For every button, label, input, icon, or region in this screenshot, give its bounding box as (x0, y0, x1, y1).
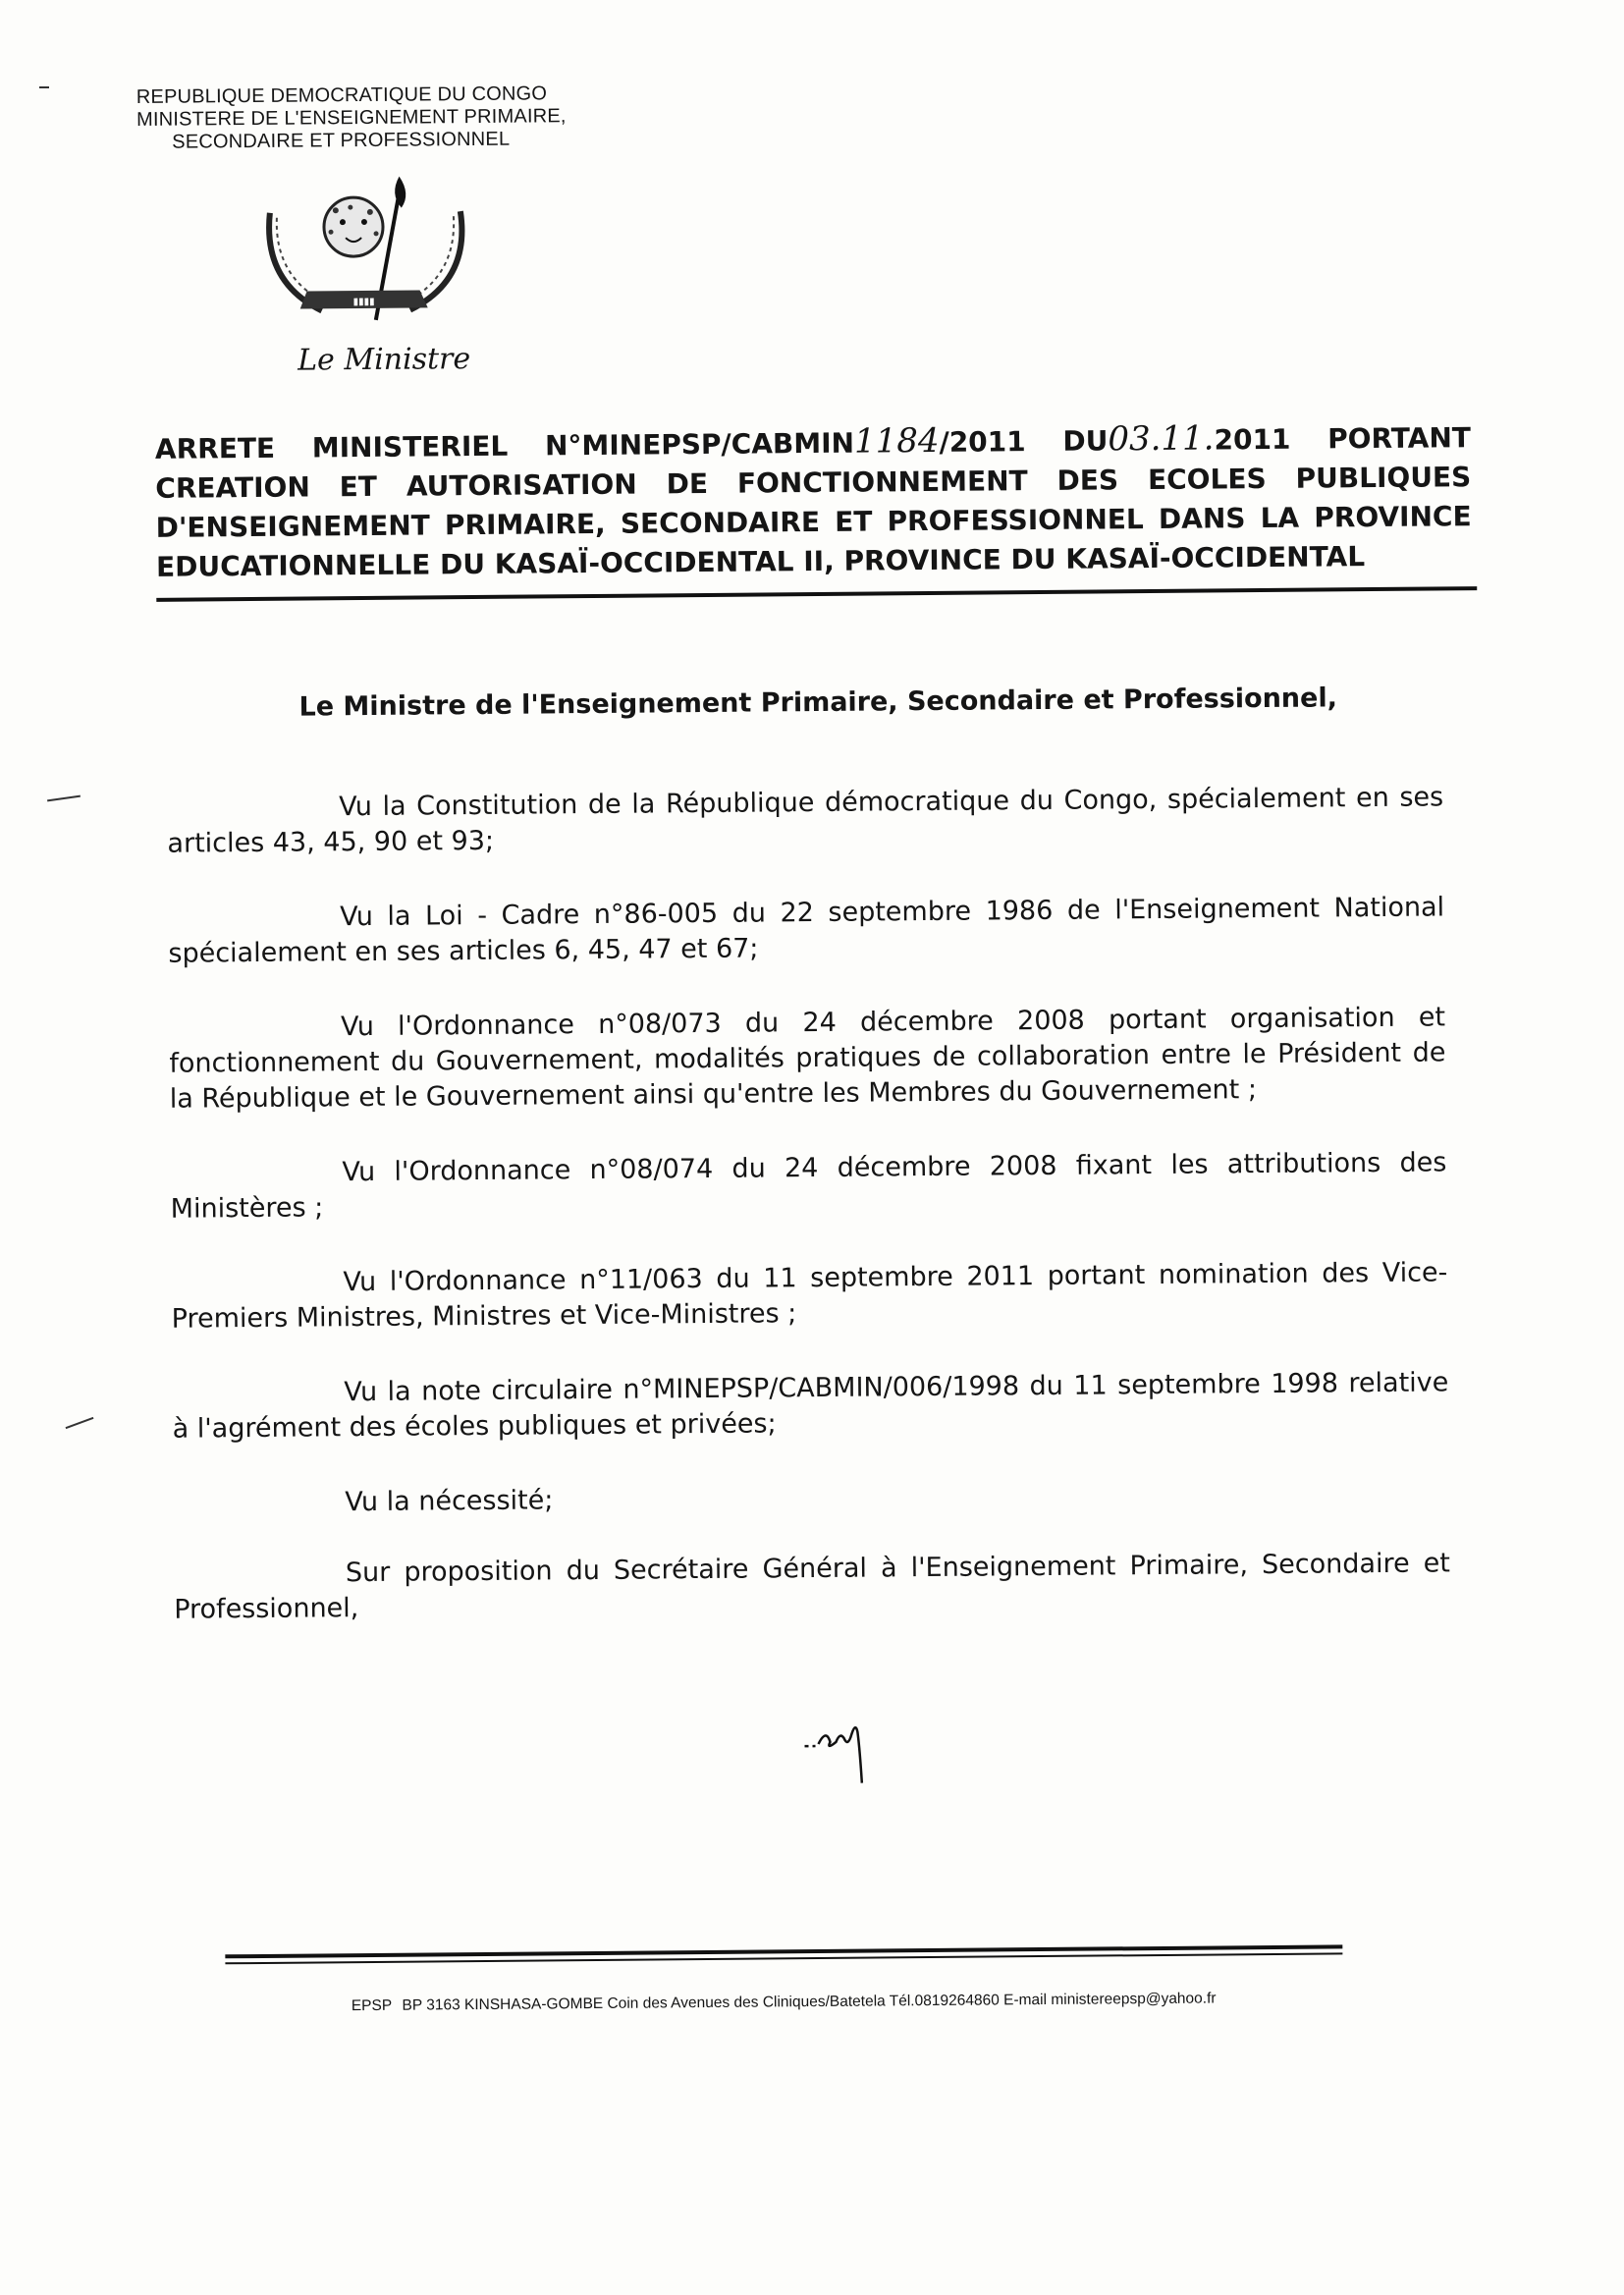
preamble-paragraph: Vu la Constitution de la République démocratique du Congo, spécialement en ses articles 43, 45, 90 et 93; (167, 782, 1444, 859)
svg-text:▮▮▮▮: ▮▮▮▮ (352, 296, 375, 308)
footer-contact: BP 3163 KINSHASA-GOMBE Coin des Avenues des Cliniques/Batetela Tél.0819264860 E-mail ministereepsp@yahoo.fr (402, 1990, 1217, 2014)
preamble-paragraph: Vu l'Ordonnance n°08/074 du 24 décembre 2008 fixant les attributions des Ministères ; (170, 1147, 1447, 1225)
preamble-paragraph: Vu la note circulaire n°MINEPSP/CABMIN/006/1998 du 11 septembre 1998 relative à l'agrément des écoles publiques et privées; (172, 1367, 1449, 1445)
letterhead (136, 82, 687, 154)
preamble-paragraph: Sur proposition du Secrétaire Général à l'Enseignement Primaire, Secondaire et Professionnel, (174, 1548, 1451, 1625)
decree-title-year: /2011 DU (939, 424, 1109, 459)
minister-signature-title: Le Ministre (298, 342, 471, 378)
preamble-paragraph: Vu l'Ordonnance n°11/063 du 11 septembre 2011 portant nomination des Vice-Premiers Ministres, Ministres et Vice-Ministres ; (171, 1257, 1448, 1335)
handwritten-initials (800, 1708, 890, 1787)
preamble-paragraph: Vu l'Ordonnance n°08/073 du 24 décembre 2008 portant organisation et fonctionnement du Gouvernement, modalités pratiques de collaboration entre le Président de la République et le Gouvernement ainsi qu'entre les Membres du Gouvernement ; (169, 1002, 1446, 1115)
preamble-paragraph: Vu la Loi - Cadre n°86-005 du 22 septembre 1986 de l'Enseignement National spécialement en ses articles 6, 45, 47 et 67; (168, 892, 1445, 969)
decree-title-portant: 2011 PORTANT (1214, 421, 1472, 457)
letterhead-ministry-cont: SECONDAIRE ET PROFESSIONNEL (172, 128, 511, 153)
scan-mark (39, 86, 49, 88)
decree-title-prefix: ARRETE MINISTERIEL N°MINEPSP/CABMIN (154, 426, 855, 465)
decree-title-line-3: D'ENSEIGNEMENT PRIMAIRE, SECONDAIRE ET PROFESSIONNEL DANS LA PROVINCE (155, 500, 1472, 544)
footer-divider (225, 1944, 1342, 1964)
letterhead-country: REPUBLIQUE DEMOCRATIQUE DU CONGO (135, 82, 548, 109)
handwritten-decree-number: 1184 (853, 420, 940, 462)
decree-title (155, 416, 1472, 587)
letterhead-ministry: MINISTERE DE L'ENSEIGNEMENT PRIMAIRE, (135, 105, 567, 132)
handwritten-decree-date: 03.11. (1108, 418, 1215, 460)
preamble-paragraph: Vu la nécessité; (345, 1485, 554, 1518)
title-divider (156, 586, 1477, 602)
footer-org: EPSP (351, 1996, 393, 2015)
decree-title-line-2: CREATION ET AUTORISATION DE FONCTIONNEMENT DES ECOLES PUBLIQUES (155, 461, 1472, 505)
coat-of-arms-emblem (252, 172, 479, 341)
decree-title-line-4: EDUCATIONNELLE DU KASAÏ-OCCIDENTAL II, PROVINCE DU KASAÏ-OCCIDENTAL (155, 540, 1366, 583)
footer-address (352, 1989, 1333, 2015)
decree-preamble (167, 780, 1451, 1667)
minister-heading: Le Ministre de l'Enseignement Primaire, Secondaire et Professionnel, (298, 683, 1338, 723)
